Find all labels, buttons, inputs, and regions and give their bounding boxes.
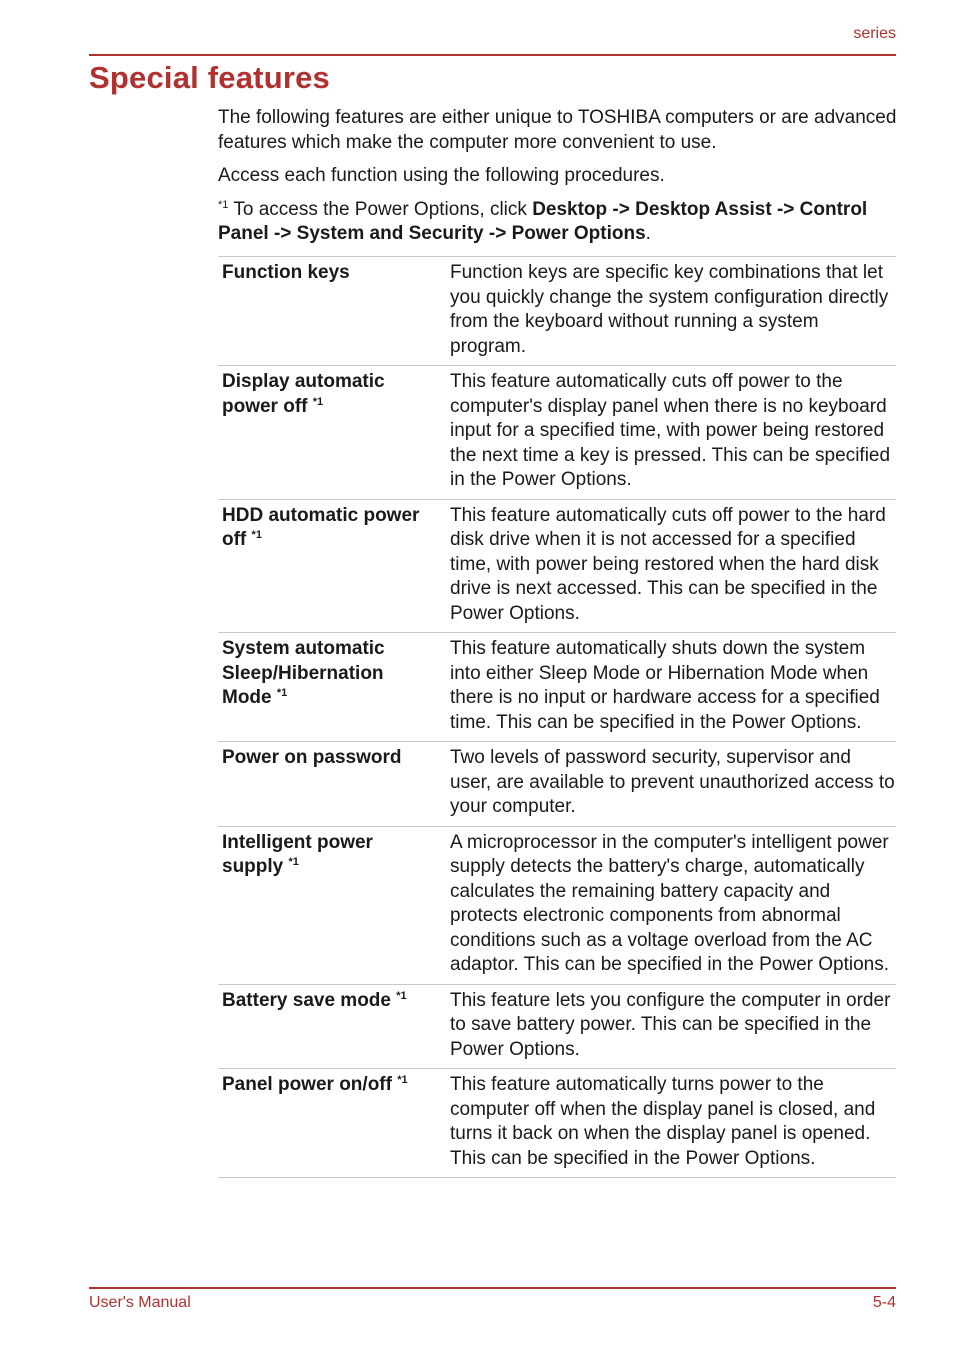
feature-name: Display automatic power off — [222, 371, 385, 417]
intro-paragraph-1: The following features are either unique to TOSHIBA computers or are advanced features which make the computer more convenient to use. — [218, 107, 897, 153]
feature-name-cell — [218, 1069, 444, 1178]
feature-description: A microprocessor in the computer's intelligent power supply detects the battery's charge, automatically calculates the remaining battery capacity and protects electronic components from abnormal conditions such as a voltage overload from the AC adaptor. This can be specified in the Power Options. — [444, 826, 896, 984]
footnote-marker: *1 — [251, 529, 262, 541]
feature-name: HDD automatic power off — [222, 504, 420, 550]
feature-name: Function keys — [222, 262, 350, 283]
feature-description: This feature automatically cuts off power to the computer's display panel when there is no keyboard input for a specified time, with power being restored the next time a key is pressed. This can be specified in the Power Options. — [444, 366, 896, 500]
table-row — [218, 826, 896, 984]
feature-description: This feature automatically cuts off power to the hard disk drive when it is not accessed for a specified time, with power being restored when the hard disk drive is next accessed. This can be specified in the Power Options. — [444, 499, 896, 633]
footnote-marker: *1 — [396, 989, 407, 1002]
power-options-note — [218, 198, 898, 247]
note-menu-path: Desktop -> Desktop Assist -> Control Panel -> System and Security -> Power Options — [218, 198, 868, 244]
feature-description: Function keys are specific key combinations that let you quickly change the system configuration directly from the keyboard without running a system program. — [444, 257, 896, 366]
feature-name-cell — [218, 257, 444, 366]
table-row — [218, 984, 896, 1069]
page-title: Special features — [89, 60, 330, 95]
feature-name: Intelligent power supply — [222, 831, 373, 877]
footnote-marker: *1 — [288, 856, 299, 868]
feature-name-cell — [218, 742, 444, 827]
feature-description: This feature automatically shuts down the system into either Sleep Mode or Hibernation Mode when there is no input or hardware access for a specified time. This can be specified in the Power Options. — [444, 633, 896, 742]
footnote-marker: *1 — [397, 1074, 408, 1086]
intro-paragraph-2: Access each function using the following procedures. — [218, 165, 665, 186]
features-table — [218, 256, 896, 1178]
note-text: To access the Power Options, click — [228, 198, 533, 220]
feature-name-cell — [218, 826, 444, 984]
feature-name-cell — [218, 366, 444, 500]
footnote-marker: *1 — [218, 198, 229, 211]
feature-name-cell — [218, 984, 444, 1069]
page-number: 5-4 — [872, 1294, 896, 1311]
feature-name-cell — [218, 499, 444, 633]
feature-description: This feature lets you configure the computer in order to save battery power. This can be specified in the Power Options. — [444, 984, 896, 1069]
feature-name: Battery save mode — [222, 989, 391, 1011]
feature-name: Panel power on/off — [222, 1074, 392, 1095]
footnote-marker: *1 — [312, 395, 324, 408]
feature-name: Power on password — [222, 747, 402, 768]
header-divider — [89, 54, 896, 56]
table-row — [218, 499, 896, 633]
intro-section — [218, 106, 898, 256]
feature-name-cell — [218, 633, 444, 742]
footer-manual-title: User's Manual — [89, 1294, 191, 1311]
header-series-label: series — [853, 25, 896, 42]
footnote-marker: *1 — [276, 687, 288, 699]
feature-description: This feature automatically turns power to the computer off when the display panel is closed, and turns it back on when the display panel is opened. This can be specified in the Power Options. — [444, 1069, 896, 1178]
footer-divider — [89, 1287, 896, 1289]
table-row — [218, 366, 896, 500]
note-end: . — [645, 223, 651, 244]
table-row — [218, 633, 896, 742]
feature-name: System automatic Sleep/Hibernation Mode — [222, 638, 385, 708]
table-row — [218, 742, 896, 827]
table-row — [218, 257, 896, 366]
table-row — [218, 1069, 896, 1178]
feature-description: Two levels of password security, supervisor and user, are available to prevent unauthorized access to your computer. — [444, 742, 896, 827]
